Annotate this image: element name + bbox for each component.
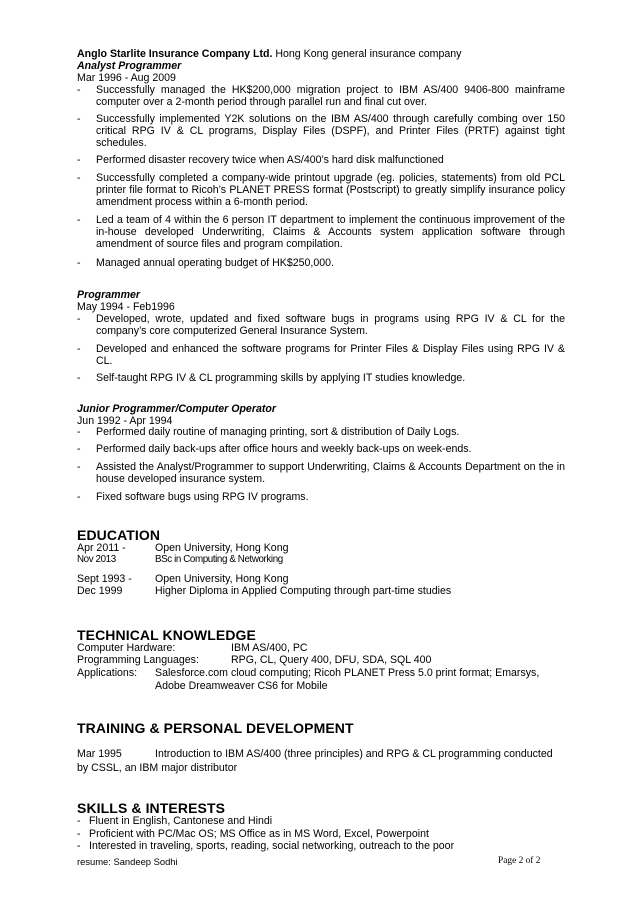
- training-text: Introduction to IBM AS/400 (three principles) and RPG & CL programming conducted: [155, 748, 553, 760]
- job1-title: Analyst Programmer: [77, 60, 182, 72]
- tech-hardware-row: [77, 642, 308, 654]
- job3-bullet: - Fixed software bugs using RPG IV programs.: [77, 491, 309, 503]
- training-heading: TRAINING & PERSONAL DEVELOPMENT: [77, 720, 354, 736]
- education-degree: Higher Diploma in Applied Computing through part-time studies: [155, 585, 452, 597]
- job1-bullet: - Successfully managed the HK$200,000 migration project to IBM AS/400 9406-800 mainframe computer over a 2-month period through parallel run and final cut over.: [77, 84, 565, 108]
- training-line2: by CSSL, an IBM major distributor: [77, 762, 238, 774]
- job1-company: Anglo Starlite Insurance Company Ltd.: [77, 48, 273, 60]
- job3-bullet: - Performed daily routine of managing printing, sort & distribution of Daily Logs.: [77, 426, 460, 438]
- tech-languages-label: Programming Languages:: [77, 654, 199, 666]
- tech-languages-value: RPG, CL, Query 400, DFU, SDA, SQL 400: [231, 654, 432, 666]
- job3-bullet: - Assisted the Analyst/Programmer to support Underwriting, Claims & Accounts Department on the in house developed insurance system.: [77, 461, 565, 485]
- tech-applications-value: Salesforce.com cloud computing; Ricoh PLANET Press 5.0 print format; Emarsys,: [155, 667, 540, 679]
- education-date-start: Apr 2011 -: [77, 542, 126, 554]
- job1-company-desc: Hong Kong general insurance company: [272, 48, 462, 60]
- tech-applications-value-cont: Adobe Dreamweaver CS6 for Mobile: [155, 680, 328, 692]
- training-date: Mar 1995: [77, 748, 122, 760]
- footer-page-number: Page 2 of 2: [498, 856, 541, 866]
- education-school: Open University, Hong Kong: [155, 573, 289, 585]
- education-date-end: Nov 2013: [77, 554, 116, 565]
- job2-bullet: - Developed, wrote, updated and fixed software bugs in programs using RPG IV & CL for the company’s core computerized General Insurance System.: [77, 313, 565, 337]
- skills-item: - Interested in traveling, sports, reading, social networking, outreach to the poor: [77, 840, 455, 852]
- job2-dates: May 1994 - Feb1996: [77, 301, 175, 313]
- job1-bullet: - Performed disaster recovery twice when AS/400’s hard disk malfunctioned: [77, 154, 444, 166]
- technical-heading: TECHNICAL KNOWLEDGE: [77, 627, 256, 643]
- education-date-end: Dec 1999: [77, 585, 123, 597]
- job1-dates: Mar 1996 - Aug 2009: [77, 72, 176, 84]
- education-school: Open University, Hong Kong: [155, 542, 289, 554]
- footer-resume-name: resume: Sandeep Sodhi: [77, 856, 178, 867]
- training-line1: [77, 748, 553, 760]
- job1-bullet: - Led a team of 4 within the 6 person IT department to implement the continuous improvement of the in-house developed Underwriting, Claims & Accounts system application software through amendment of source files and program compilation.: [77, 214, 565, 250]
- job3-dates: Jun 1992 - Apr 1994: [77, 415, 173, 427]
- education-date-start: Sept 1993 -: [77, 573, 132, 585]
- job1-bullet: - Managed annual operating budget of HK$250,000.: [77, 257, 334, 269]
- tech-hardware-label: Computer Hardware:: [77, 642, 176, 654]
- tech-languages-row: [77, 654, 432, 666]
- skills-item: - Proficient with PC/Mac OS; MS Office as in MS Word, Excel, Powerpoint: [77, 828, 429, 840]
- job1-bullet: - Successfully completed a company-wide printout upgrade (eg. policies, statements) from old PCL printer file format to Ricoh’s PLANET PRESS format (Postscript) to greatly simplify insurance policy amendment process within a 6-month period.: [77, 172, 565, 208]
- job2-bullet: - Developed and enhanced the software programs for Printer Files & Display Files using RPG IV & CL.: [77, 343, 565, 367]
- education-heading: EDUCATION: [77, 527, 161, 543]
- job1-bullet: - Successfully implemented Y2K solutions on the IBM AS/400 through carefully combing over 150 critical RPG IV & CL programs, Display Files (DSPF), and Printer Files (PRTF) against tight schedules.: [77, 113, 565, 149]
- education-degree: BSc in Computing & Networking: [155, 554, 283, 565]
- job2-bullet: - Self-taught RPG IV & CL programming skills by applying IT studies knowledge.: [77, 372, 466, 384]
- tech-applications-row: [77, 667, 540, 679]
- job3-bullet: - Performed daily back-ups after office hours and weekly back-ups on week-ends.: [77, 443, 472, 455]
- skills-heading: SKILLS & INTERESTS: [77, 800, 226, 816]
- job2-title: Programmer: [77, 289, 140, 301]
- skills-item: - Fluent in English, Cantonese and Hindi: [77, 815, 273, 827]
- tech-hardware-value: IBM AS/400, PC: [231, 642, 308, 654]
- job3-title: Junior Programmer/Computer Operator: [77, 403, 276, 415]
- tech-applications-label: Applications:: [77, 667, 138, 679]
- job1-header: [77, 48, 461, 60]
